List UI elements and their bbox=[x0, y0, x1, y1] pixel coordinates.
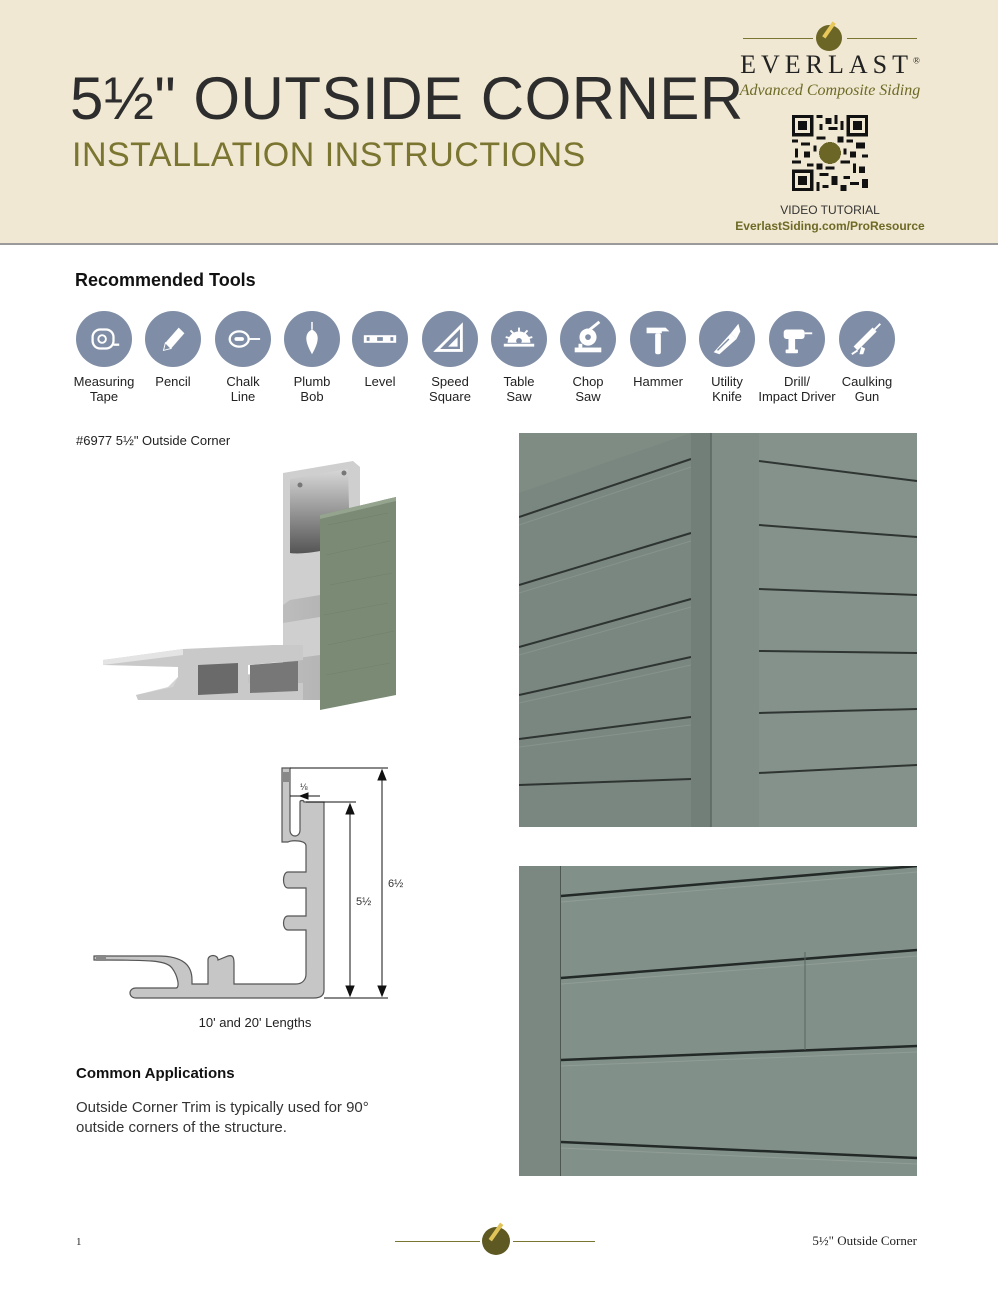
footer-rule-left bbox=[395, 1241, 480, 1242]
lengths-caption: 10' and 20' Lengths bbox=[198, 1015, 312, 1030]
caulking-gun-icon bbox=[839, 311, 895, 367]
tool-chop-saw: Chop Saw bbox=[543, 311, 633, 404]
speed-square-icon bbox=[422, 311, 478, 367]
applications-heading: Common Applications bbox=[76, 1065, 235, 1082]
chalk-line-icon bbox=[215, 311, 271, 367]
pencil-icon bbox=[145, 311, 201, 367]
tool-chalk-line: Chalk Line bbox=[198, 311, 288, 404]
outside-corner-render bbox=[98, 455, 408, 720]
table-saw-icon bbox=[491, 311, 547, 367]
tool-measuring-tape: Measuring Tape bbox=[59, 311, 149, 404]
logo-rule-left bbox=[743, 38, 813, 39]
product-code-label: #6977 5½" Outside Corner bbox=[76, 433, 231, 448]
footer-title: 5½" Outside Corner bbox=[812, 1233, 917, 1248]
tool-hammer: Hammer bbox=[613, 311, 703, 389]
logo-emblem-icon bbox=[816, 25, 842, 51]
tool-table-saw: Table Saw bbox=[474, 311, 564, 404]
tools-heading: Recommended Tools bbox=[75, 270, 256, 290]
applications-text: Outside Corner Trim is typically used for 90° outside corners of the structure. bbox=[76, 1099, 369, 1136]
everlast-logo bbox=[735, 22, 925, 237]
footer-emblem-icon bbox=[482, 1227, 510, 1255]
tool-plumb-bob: Plumb Bob bbox=[267, 311, 357, 404]
level-icon bbox=[352, 311, 408, 367]
tool-pencil: Pencil bbox=[128, 311, 218, 389]
page-subtitle: INSTALLATION INSTRUCTIONS bbox=[72, 136, 586, 174]
logo-rule-right bbox=[847, 38, 917, 39]
brand-tagline: Advanced Composite Siding bbox=[739, 82, 921, 99]
header-banner bbox=[0, 0, 998, 245]
dim-outer-label: 6½ bbox=[388, 878, 404, 890]
tool-speed-square: Speed Square bbox=[405, 311, 495, 404]
dim-inner-label: 5½ bbox=[356, 896, 372, 908]
footer-rule-right bbox=[513, 1241, 595, 1242]
tool-caulking-gun: Caulking Gun bbox=[822, 311, 912, 404]
tool-level: Level bbox=[335, 311, 425, 389]
utility-knife-icon bbox=[699, 311, 755, 367]
tool-utility-knife: Utility Knife bbox=[682, 311, 772, 404]
page-title: 5½" OUTSIDE CORNER bbox=[70, 65, 744, 132]
corner-installed-photo bbox=[519, 433, 917, 827]
brand-name: EVERLAST® bbox=[740, 50, 920, 79]
hammer-icon bbox=[630, 311, 686, 367]
corner-closeup-photo bbox=[519, 866, 917, 1176]
plumb-bob-icon bbox=[284, 311, 340, 367]
video-tutorial-label: VIDEO TUTORIAL bbox=[780, 203, 880, 217]
tape-measure-icon bbox=[76, 311, 132, 367]
dim-small-label: ⅛ bbox=[300, 782, 308, 792]
chop-saw-icon bbox=[560, 311, 616, 367]
video-tutorial-link[interactable]: EverlastSiding.com/ProResource bbox=[735, 219, 925, 233]
tool-drill: Drill/ Impact Driver bbox=[752, 311, 842, 404]
page-number: 1 bbox=[76, 1236, 82, 1248]
drill-icon bbox=[769, 311, 825, 367]
corner-profile-drawing bbox=[88, 760, 418, 1010]
qr-code-icon[interactable] bbox=[792, 115, 868, 191]
